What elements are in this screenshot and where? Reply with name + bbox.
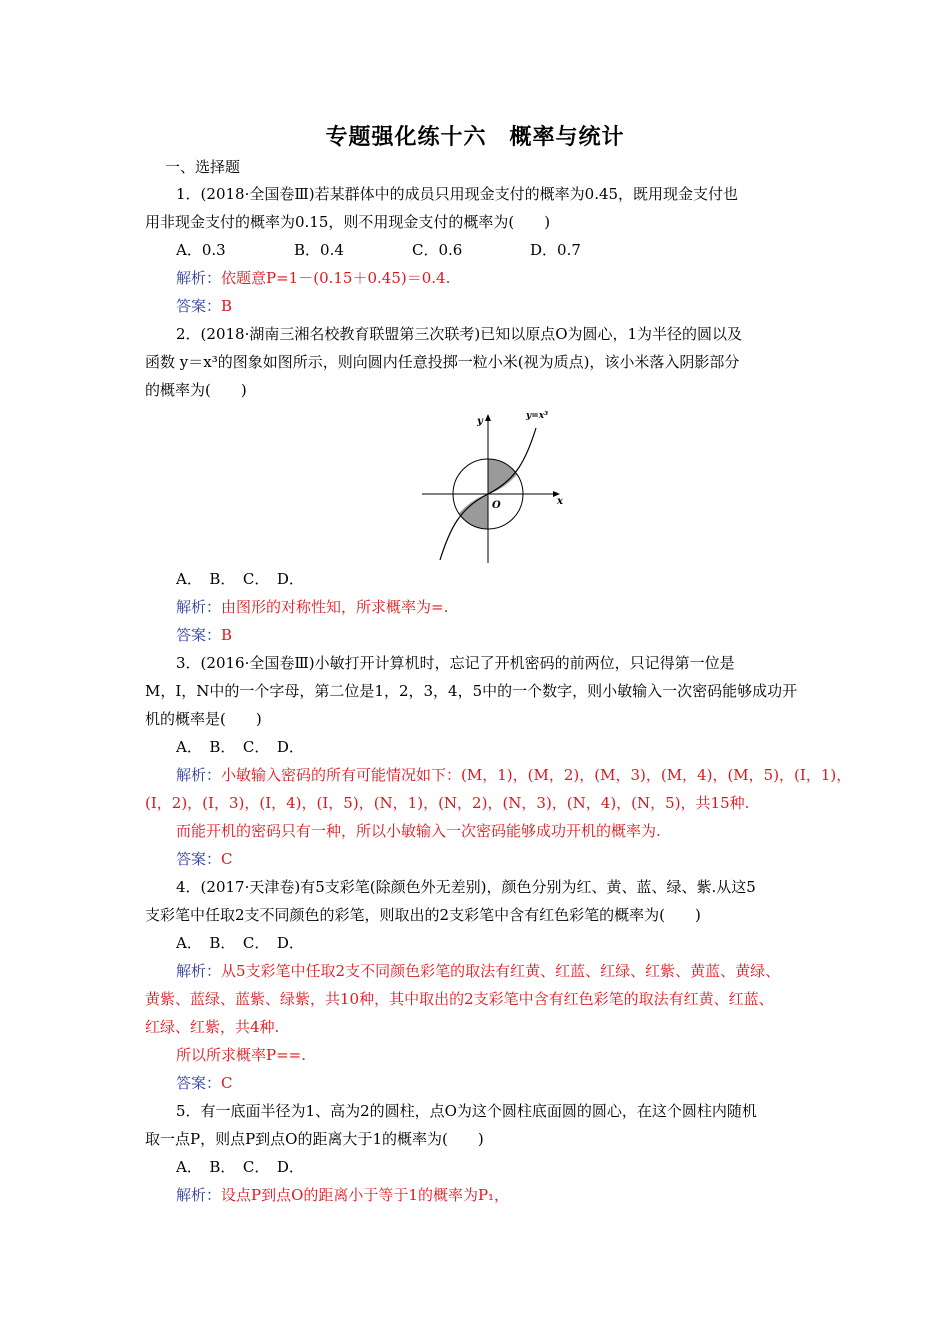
q3-answer-value: C [221,850,233,868]
q4-solution-label: 解析： [176,962,222,980]
q3-answer [176,848,233,870]
y-axis-arrow-icon [485,414,491,421]
q1-answer-value: B [221,297,233,315]
q2-stem-line3: 的概率为( ) [145,381,247,399]
q2-stem-line1: 2．(2018·湖南三湘名校教育联盟第三次联考)已知以原点O为圆心，1为半径的圆以及 [176,325,743,343]
q4-stem-line1: 4．(2017·天津卷)有5支彩笔(除颜色外无差别)，颜色分别为红、黄、蓝、绿、紫.从这5 [176,878,756,896]
q2-answer [176,624,232,646]
q1-option-d: D．0.7 [530,241,581,259]
q3-solution-line2: (I，2)，(I，3)，(I，4)，(I，5)，(N，1)，(N，2)，(N，3)，(N，4)，(N，5)，共15种. [145,794,750,812]
q3-options: A． B． C． D． [176,738,304,756]
page-title: 专题强化练十六 概率与统计 [325,124,625,150]
q2-options: A． B． C． D． [176,570,304,588]
q3-solution-label: 解析： [176,766,222,784]
q2-solution [176,596,448,618]
q4-stem-line2: 支彩笔中任取2支不同颜色的彩笔，则取出的2支彩笔中含有红色彩笔的概率为( ) [145,906,701,924]
q4-solution [176,960,780,982]
q5-stem-line2: 取一点P，则点P到点O的距离大于1的概率为( ) [145,1130,484,1148]
section-heading: 一、选择题 [165,158,241,176]
q4-solution-line2: 黄紫、蓝绿、蓝紫、绿紫，共10种，其中取出的2支彩笔中含有红色彩笔的取法有红黄、红蓝、 [145,990,774,1008]
q2-solution-text: 由图形的对称性知，所求概率为=. [221,598,449,616]
q2-solution-label: 解析： [176,598,222,616]
q5-solution [176,1184,509,1206]
q5-options: A． B． C． D． [176,1158,304,1176]
q4-solution-line3: 红绿、红紫，共4种. [145,1018,280,1036]
q3-solution-line3: 而能开机的密码只有一种，所以小敏输入一次密码能够成功开机的概率为. [176,822,661,840]
curve-label: y=x³ [526,411,549,421]
q4-solution-line4: 所以所求概率P==. [176,1046,306,1064]
q1-options [176,239,581,261]
q2-answer-value: B [221,626,233,644]
q1-solution-text: 依题意P=1－(0.15＋0.45)＝0.4. [221,269,451,287]
q4-answer-label: 答案： [176,1074,222,1092]
q2-answer-label: 答案： [176,626,222,644]
q4-options: A． B． C． D． [176,934,304,952]
q1-stem-line2: 用非现金支付的概率为0.15，则不用现金支付的概率为( ) [145,213,551,231]
y-axis-label: y [477,416,483,427]
q2-figure [420,408,570,566]
q5-solution-label: 解析： [176,1186,222,1204]
q3-stem-line2: M，I，N中的一个字母，第二位是1，2，3，4，5中的一个数字，则小敏输入一次密码能够成功开 [145,682,798,700]
q1-answer-label: 答案： [176,297,222,315]
q3-stem-line3: 机的概率是( ) [145,710,262,728]
q1-option-c: C．0.6 [412,241,463,259]
q2-stem-line2: 函数 y＝x³的图象如图所示，则向圆内任意投掷一粒小米(视为质点)，该小米落入阴影部分 [145,353,740,371]
x-axis-label: x [557,496,563,507]
q1-solution [176,267,450,289]
q3-answer-label: 答案： [176,850,222,868]
q1-solution-label: 解析： [176,269,222,287]
q1-option-b: B．0.4 [294,241,344,259]
q5-solution-text: 设点P到点O的距离小于等于1的概率为P₁， [221,1186,510,1204]
q3-solution [176,764,851,786]
q3-stem-line1: 3．(2016·全国卷Ⅲ)小敏打开计算机时，忘记了开机密码的前两位，只记得第一位是 [176,654,735,672]
q4-answer [176,1072,233,1094]
q5-stem-line1: 5．有一底面半径为1、高为2的圆柱，点O为这个圆柱底面圆的圆心，在这个圆柱内随机 [176,1102,757,1120]
q4-answer-value: C [221,1074,233,1092]
q4-solution-line1: 从5支彩笔中任取2支不同颜色彩笔的取法有红黄、红蓝、红绿、红紫、黄蓝、黄绿、 [221,962,781,980]
q1-stem-line1: 1．(2018·全国卷Ⅲ)若某群体中的成员只用现金支付的概率为0.45，既用现金支付也 [176,185,739,203]
q1-answer [176,295,232,317]
origin-label: O [492,500,501,511]
q3-solution-line1: 小敏输入密码的所有可能情况如下：(M，1)，(M，2)，(M，3)，(M，4)，(M，5)，(I，1)， [221,766,852,784]
q1-option-a: A．0.3 [176,241,226,259]
